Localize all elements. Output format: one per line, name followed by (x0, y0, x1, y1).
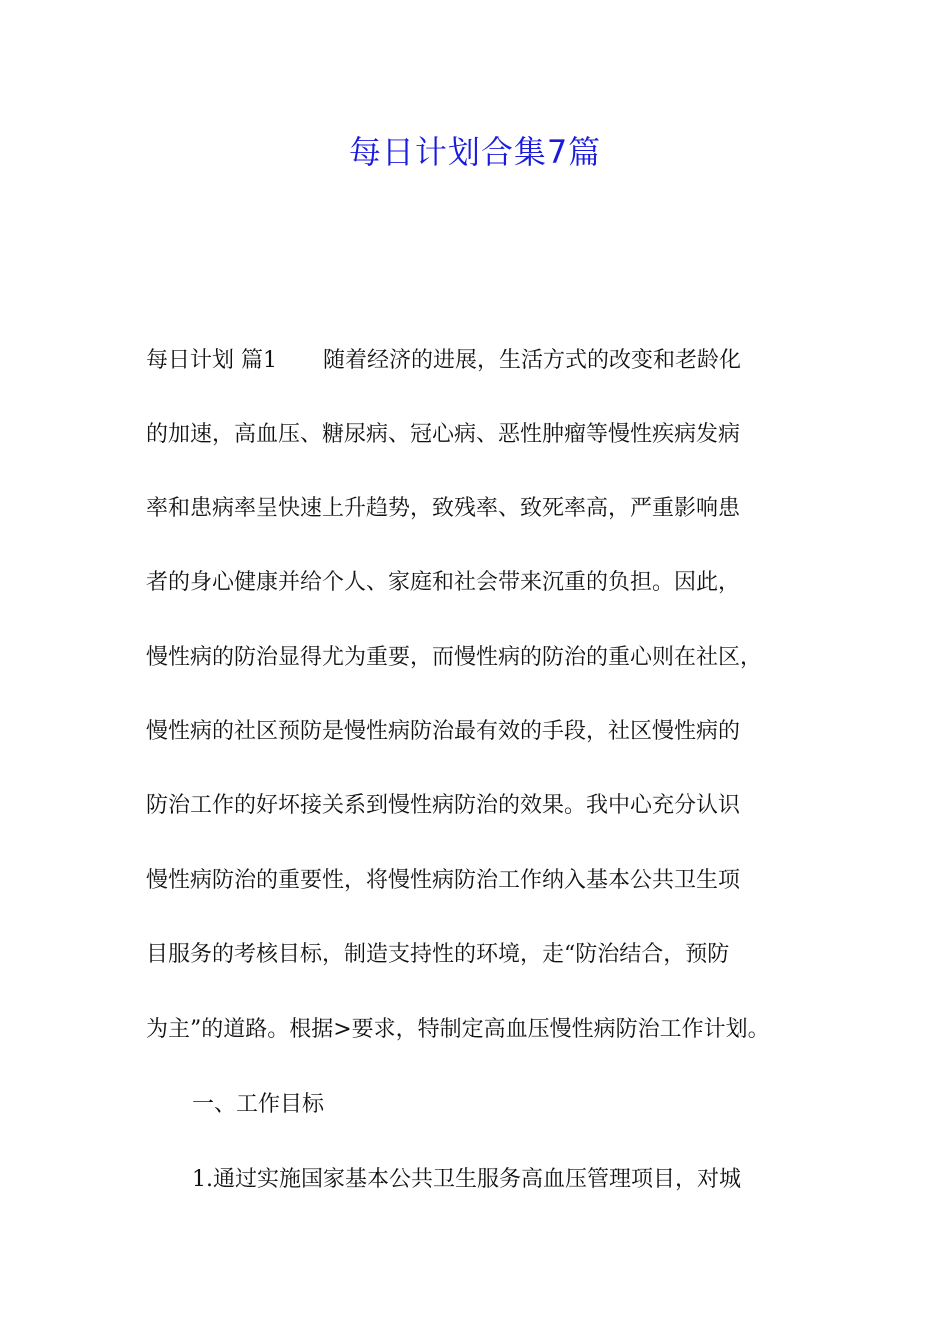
list-item: 1.通过实施国家基本公共卫生服务高血压管理项目，对城 (192, 1167, 741, 1192)
paragraph-line-1 (146, 346, 741, 376)
paragraph-line-2: 的加速，高血压、糖尿病、冠心病、恶性肿瘤等慢性疾病发病 (146, 422, 741, 447)
paragraph-line-4: 者的身心健康并给个人、家庭和社会带来沉重的负担。因此， (146, 570, 741, 595)
document-title: 每日计划合集7篇 (348, 133, 602, 171)
section-heading: 一、工作目标 (192, 1092, 325, 1117)
section-label: 每日计划 篇1 (146, 348, 277, 373)
paragraph-line-10: 为主”的道路。根据>要求，特制定高血压慢性病防治工作计划。 (146, 1017, 770, 1042)
paragraph-line-7: 防治工作的好坏接关系到慢性病防治的效果。我中心充分认识 (146, 793, 741, 818)
paragraph-line-9: 目服务的考核目标，制造支持性的环境，走“防治结合，预防 (146, 942, 730, 967)
paragraph-line-8: 慢性病防治的重要性，将慢性病防治工作纳入基本公共卫生项 (146, 868, 741, 893)
paragraph-line-6: 慢性病的社区预防是慢性病防治最有效的手段，社区慢性病的 (146, 719, 741, 744)
paragraph-line-text: 随着经济的进展，生活方式的改变和老龄化 (323, 348, 742, 373)
paragraph-line-3: 率和患病率呈快速上升趋势，致残率、致死率高，严重影响患 (146, 496, 741, 521)
paragraph-line-5: 慢性病的防治显得尤为重要，而慢性病的防治的重心则在社区， (146, 645, 763, 670)
